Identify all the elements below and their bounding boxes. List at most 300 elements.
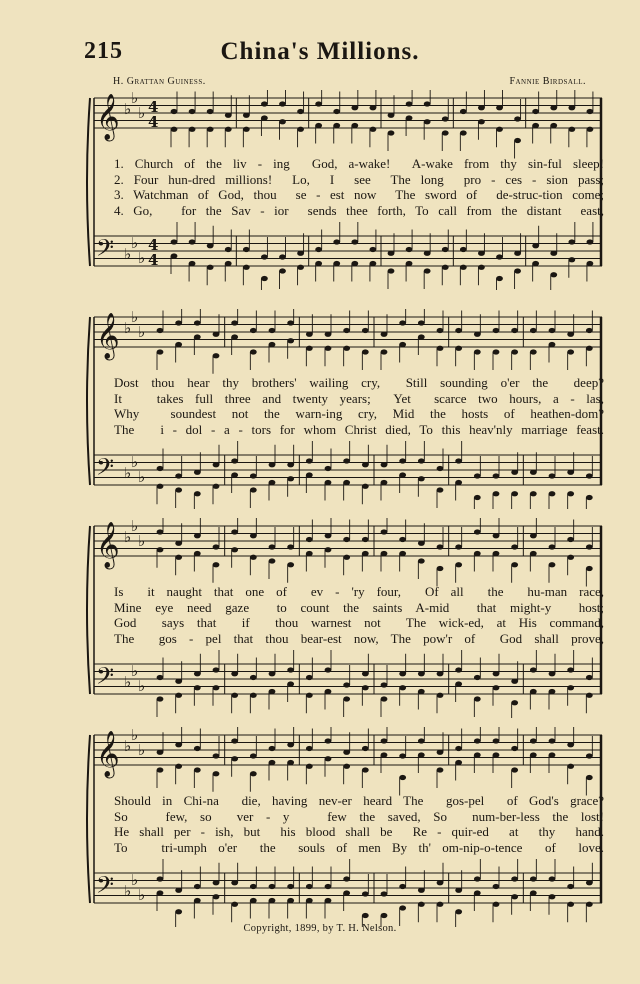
lyric-line: 2. Four hun-dred millions! Lo, I see The long pro - ces - sion pass; [114,171,604,187]
note-head [586,473,593,478]
note-head [567,349,574,354]
note-head [362,462,369,467]
note-head [424,119,431,124]
lyric-line: Is it naught that one of ev - 'ry four, Of all the hu-man race, [114,584,604,599]
note-head [333,261,340,266]
note-head [586,753,593,758]
note-head [207,127,214,132]
note-head [194,551,201,556]
note-head [370,261,377,266]
note-head [511,328,518,333]
note-head [287,681,294,686]
note-head [343,537,350,542]
note-head [455,746,462,751]
note-head [362,913,369,918]
note-head [511,746,518,751]
note-head [418,558,425,563]
flat-sign-icon: ♭ [131,453,139,471]
treble-clef-icon: 𝄞 [96,522,120,568]
note-head [418,541,425,546]
note-head [231,529,238,534]
note-head [171,127,178,132]
note-head [362,671,369,676]
bass-clef-icon: 𝄢 [96,453,115,486]
note-head [194,685,201,690]
note-head [418,476,425,481]
note-head [532,109,539,114]
note-head [297,127,304,132]
note-head [269,671,276,676]
note-head [269,898,276,903]
time-signature-icon: 4 [148,251,159,269]
note-head [493,349,500,354]
note-head [194,671,201,676]
note-head [306,675,313,680]
lyrics-block-2 [114,375,604,437]
flat-sign-icon: ♭ [124,673,132,691]
note-head [381,891,388,896]
note-head [175,764,182,769]
flat-sign-icon: ♭ [131,309,139,326]
note-head [388,268,395,273]
note-head [287,476,294,481]
note-head [474,675,481,680]
time-signature-icon: 4 [148,236,159,254]
note-head [388,130,395,135]
note-head [171,239,178,244]
note-head [424,268,431,273]
note-head [455,760,462,765]
note-head [418,902,425,907]
note-head [418,689,425,694]
lyric-line: God says that if thou warnest not The wick-ed, at His command, [114,615,604,631]
music-system-3 [84,518,604,718]
note-head [269,558,276,563]
note-head [437,328,444,333]
note-head [325,756,332,761]
note-head [478,265,485,270]
note-head [493,473,500,478]
note-head [381,462,388,467]
note-head [207,109,214,114]
bass-clef-icon: 𝄢 [96,662,115,695]
flat-sign-icon: ♭ [131,662,139,680]
note-head [157,767,164,772]
note-head [530,738,537,743]
note-head [325,884,332,889]
note-head [511,876,518,881]
note-head [243,247,250,252]
time-signature-icon: 4 [148,113,159,131]
note-head [189,127,196,132]
note-head [269,328,276,333]
note-head [306,332,313,337]
note-head [343,750,350,755]
note-head [325,898,332,903]
note-head [381,349,388,354]
note-head [586,346,593,351]
note-head [586,544,593,549]
note-head [381,696,388,701]
note-head [194,470,201,475]
note-head [399,753,406,758]
note-head [474,332,481,337]
brace-icon [87,735,90,903]
note-head [530,876,537,881]
note-head [297,109,304,114]
time-signature-icon: 4 [148,98,159,116]
note-head [279,119,286,124]
note-head [586,675,593,680]
note-head [287,320,294,325]
note-head [171,253,178,258]
note-head [460,109,467,114]
note-head [437,544,444,549]
note-head [343,682,350,687]
note-head [549,689,556,694]
note-head [343,480,350,485]
note-head [225,127,232,132]
note-head [261,254,268,259]
note-head [261,101,268,106]
note-head [325,332,332,337]
note-head [269,544,276,549]
note-head [213,544,220,549]
note-head [287,562,294,567]
note-head [418,320,425,325]
note-head [333,109,340,114]
note-head [225,261,232,266]
note-head [567,491,574,496]
note-head [511,470,518,475]
flat-sign-icon: ♭ [124,528,132,546]
note-head [362,746,369,751]
note-head [455,346,462,351]
note-head [250,487,257,492]
flat-sign-icon: ♭ [124,882,132,900]
note-head [171,109,178,114]
note-head [325,466,332,471]
note-head [474,551,481,556]
note-head [213,771,220,776]
note-head [231,547,238,552]
note-head [406,115,413,120]
note-head [511,679,518,684]
lyric-line: The gos - pel that thou bear-est now, The pow'r of God shall prove, [114,630,604,646]
note-head [225,113,232,118]
note-head [455,562,462,567]
lyrics-block-1 [114,156,604,218]
note-head [351,123,358,128]
lyric-line: He shall per - ish, but his blood shall be Re - quir-ed at thy hand. [114,824,604,840]
note-head [586,880,593,885]
note-head [157,466,164,471]
note-head [287,884,294,889]
note-head [388,113,395,118]
note-head [567,332,574,337]
note-head [493,671,500,676]
lyric-line: To tri-umph o'er the souls of men By th' om-nip-o-tence of love. [114,839,604,855]
note-head [399,775,406,780]
note-head [474,738,481,743]
note-head [250,898,257,903]
note-head [399,537,406,542]
note-head [306,764,313,769]
note-head [493,533,500,538]
note-head [362,891,369,896]
note-head [530,491,537,496]
lyric-line: It takes full three and twenty years; Yet scarce two hours, a - las, [114,390,604,406]
note-head [333,239,340,244]
note-head [189,239,196,244]
note-head [474,473,481,478]
note-head [549,876,556,881]
note-head [532,243,539,248]
note-head [418,752,425,757]
note-head [362,484,369,489]
note-head [437,880,444,885]
note-head [306,458,313,463]
note-head [213,462,220,467]
note-head [381,332,388,337]
note-head [442,116,449,121]
note-head [362,551,369,556]
note-head [455,544,462,549]
note-head [549,342,556,347]
note-head [381,682,388,687]
note-head [399,320,406,325]
flat-sign-icon: ♭ [138,468,146,486]
note-head [549,491,556,496]
flat-sign-icon: ♭ [131,727,139,744]
note-head [587,239,594,244]
note-head [269,760,276,765]
note-head [306,746,313,751]
note-head [175,555,182,560]
flat-sign-icon: ♭ [138,249,146,267]
note-head [549,894,556,899]
note-head [567,555,574,560]
note-head [437,466,444,471]
note-head [362,685,369,690]
note-head [231,472,238,477]
note-head [587,261,594,266]
note-head [287,898,294,903]
note-head [175,679,182,684]
note-head [442,265,449,270]
note-head [496,105,503,110]
note-head [287,760,294,765]
lyric-line: 3. Watchman of God, thou se - est now The sword of de-struc-tion come; [114,187,604,203]
lyric-line: Should in Chi-na die, having nev-er heard The gos-pel of God's grace? [114,793,604,808]
note-head [194,334,201,339]
note-head [514,116,521,121]
note-head [343,876,350,881]
lyric-line: Dost thou hear thy brothers' wailing cry, Still sounding o'er the deep? [114,375,604,390]
copyright-notice: Copyright, 1899, by T. H. Nelson. [243,923,397,934]
note-head [474,529,481,534]
note-head [325,738,332,743]
note-head [514,251,521,256]
flat-sign-icon: ♭ [138,886,146,904]
note-head [250,771,257,776]
note-head [460,247,467,252]
note-head [207,243,214,248]
note-head [568,257,575,262]
note-head [474,890,481,895]
note-head [381,913,388,918]
note-head [381,752,388,757]
flat-sign-icon: ♭ [124,245,132,263]
note-head [213,562,220,567]
flat-sign-icon: ♭ [124,319,132,337]
note-head [231,756,238,761]
note-head [455,458,462,463]
note-head [514,138,521,143]
note-head [333,123,340,128]
note-head [370,127,377,132]
note-head [406,247,413,252]
flat-sign-icon: ♭ [138,104,146,122]
note-head [261,115,268,120]
note-head [437,902,444,907]
note-head [194,884,201,889]
note-head [362,349,369,354]
note-head [530,667,537,672]
note-head [455,909,462,914]
note-head [418,334,425,339]
note-head [511,491,518,496]
note-head [437,487,444,492]
note-head [175,541,182,546]
note-head [549,671,556,676]
note-head [455,681,462,686]
note-head [269,462,276,467]
note-head [343,890,350,895]
page-header [0,38,640,68]
note-head [315,247,322,252]
note-head [424,251,431,256]
note-head [231,671,238,676]
note-head [194,533,201,538]
brace-icon [87,317,90,485]
note-head [493,551,500,556]
note-head [530,349,537,354]
note-head [325,533,332,538]
note-head [325,346,332,351]
note-head [474,876,481,881]
note-head [418,738,425,743]
note-head [549,473,556,478]
note-head [478,105,485,110]
note-head [530,752,537,757]
note-head [194,898,201,903]
note-head [437,750,444,755]
note-head [325,480,332,485]
note-head [493,491,500,496]
note-head [362,328,369,333]
note-head [231,880,238,885]
note-head [157,696,164,701]
note-head [550,272,557,277]
note-head [568,127,575,132]
note-head [493,685,500,690]
note-head [207,265,214,270]
note-head [351,239,358,244]
note-head [194,491,201,496]
note-head [567,667,574,672]
note-head [399,458,406,463]
note-head [437,671,444,676]
note-head [381,738,388,743]
lyric-line: 4. Go, for the Sav - ior sends thee forth, To call from the distant east, [114,202,604,218]
note-head [550,123,557,128]
note-head [315,101,322,106]
note-head [493,902,500,907]
note-head [381,551,388,556]
note-head [297,251,304,256]
lyrics-block-4 [114,793,604,855]
note-head [325,547,332,552]
note-head [511,349,518,354]
note-head [343,346,350,351]
flat-sign-icon: ♭ [131,518,139,535]
note-head [315,123,322,128]
note-head [493,752,500,757]
note-head [568,239,575,244]
note-head [586,693,593,698]
note-head [437,693,444,698]
note-head [325,667,332,672]
note-head [306,884,313,889]
note-head [381,529,388,534]
note-head [493,328,500,333]
note-head [567,470,574,475]
flat-sign-icon: ♭ [124,464,132,482]
note-head [343,696,350,701]
page-number: 215 [84,38,123,64]
note-head [243,265,250,270]
note-head [287,338,294,343]
note-head [157,876,164,881]
note-head [418,458,425,463]
note-head [460,265,467,270]
note-head [437,346,444,351]
note-head [370,105,377,110]
note-head [175,888,182,893]
flat-sign-icon: ♭ [138,323,146,341]
music-system-2 [84,309,604,509]
brace-icon [87,98,90,266]
note-head [315,261,322,266]
note-head [496,127,503,132]
note-head [269,884,276,889]
note-head [549,738,556,743]
note-head [157,349,164,354]
note-head [287,462,294,467]
note-head [586,566,593,571]
note-head [362,537,369,542]
note-head [269,746,276,751]
note-head [351,261,358,266]
note-head [567,742,574,747]
note-head [493,738,500,743]
note-head [406,261,413,266]
note-head [261,276,268,281]
note-head [269,689,276,694]
note-head [157,675,164,680]
hymn-title: China's Millions. [220,38,420,65]
